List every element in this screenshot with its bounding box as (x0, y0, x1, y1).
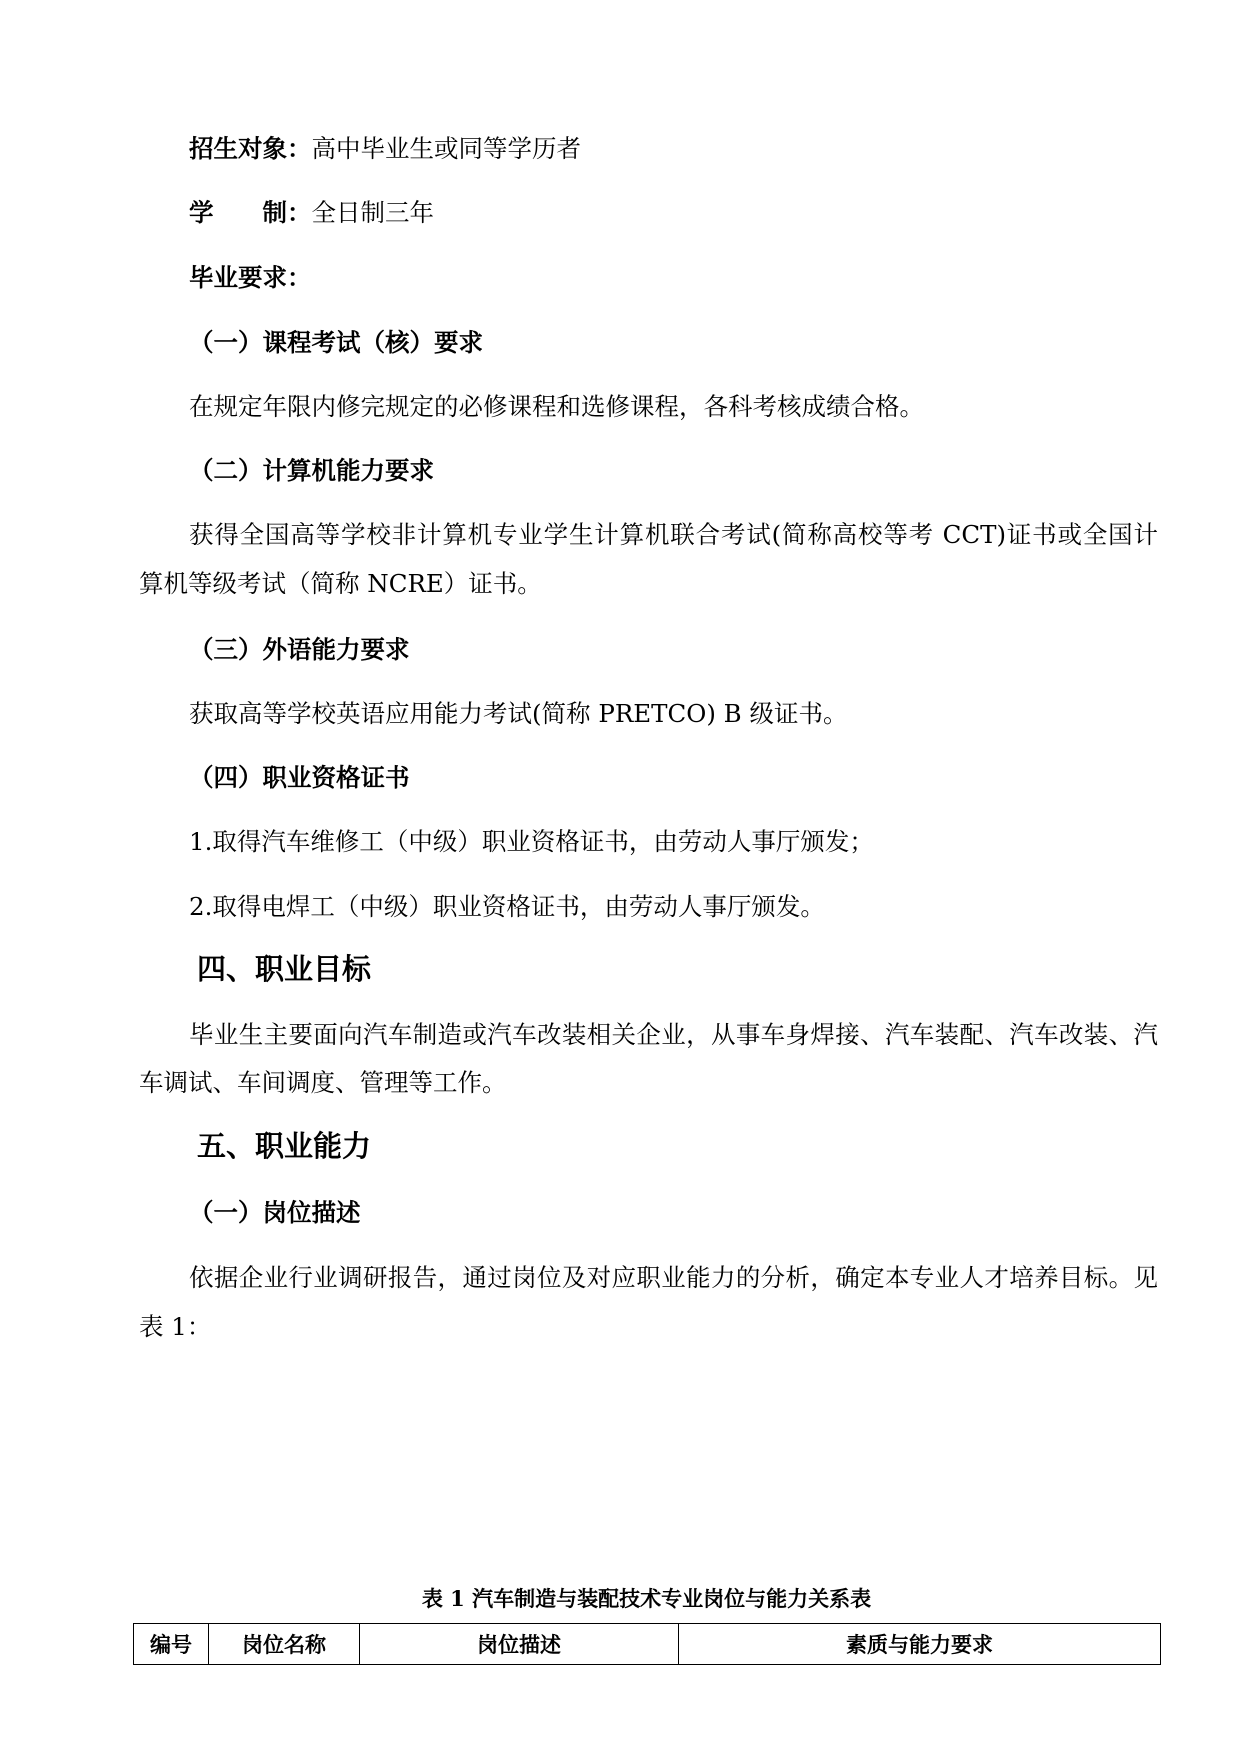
table-header-row (134, 1624, 1161, 1665)
column-header-number: 编号 (134, 1624, 209, 1665)
computer-text-line-2: 算机等级考试（简称 NCRE）证书。 (139, 569, 542, 598)
career-goal-text-line-1: 毕业生主要面向汽车制造或汽车改装相关企业，从事车身焊接、汽车装配、汽车改装、汽 (189, 1020, 1158, 1049)
certificates-item-2: 2.取得电焊工（中级）职业资格证书，由劳动人事厅颁发。 (189, 892, 825, 921)
column-header-competency: 素质与能力要求 (679, 1624, 1161, 1665)
job-description-text-line-2: 表 1： (139, 1312, 212, 1341)
admission-duration-line (189, 200, 434, 226)
course-exam-text: 在规定年限内修完规定的必修课程和选修课程，各科考核成绩合格。 (189, 392, 924, 421)
career-goal-heading: 四、职业目标 (197, 952, 372, 986)
admission-target-line (189, 136, 581, 162)
career-goal-text-line-2: 车调试、车间调度、管理等工作。 (139, 1068, 507, 1097)
certificates-item-1: 1.取得汽车维修工（中级）职业资格证书，由劳动人事厅颁发； (189, 827, 874, 856)
course-exam-heading: （一）课程考试（核）要求 (189, 328, 483, 357)
foreign-language-heading: （三）外语能力要求 (189, 635, 410, 664)
computer-heading: （二）计算机能力要求 (189, 456, 434, 485)
job-description-heading: （一）岗位描述 (189, 1198, 361, 1227)
column-header-job-title: 岗位名称 (209, 1624, 360, 1665)
admission-target-value: 高中毕业生或同等学历者 (311, 134, 581, 163)
table-1 (133, 1623, 1161, 1665)
job-description-text-line-1: 依据企业行业调研报告，通过岗位及对应职业能力的分析，确定本专业人才培养目标。见 (189, 1263, 1158, 1292)
computer-text-line-1: 获得全国高等学校非计算机专业学生计算机联合考试(简称高校等考 CCT)证书或全国计 (189, 520, 1158, 549)
admission-duration-value: 全日制三年 (311, 198, 434, 227)
table-1-caption: 表 1 汽车制造与装配技术专业岗位与能力关系表 (421, 1586, 872, 1611)
career-ability-heading: 五、职业能力 (197, 1129, 372, 1163)
certificates-heading: （四）职业资格证书 (189, 763, 410, 792)
column-header-job-description: 岗位描述 (360, 1624, 679, 1665)
admission-duration-label: 学 制： (189, 198, 312, 227)
graduation-requirements-heading: 毕业要求： (189, 263, 312, 292)
foreign-language-text: 获取高等学校英语应用能力考试(简称 PRETCO) B 级证书。 (189, 699, 848, 728)
admission-target-label: 招生对象： (189, 134, 312, 163)
